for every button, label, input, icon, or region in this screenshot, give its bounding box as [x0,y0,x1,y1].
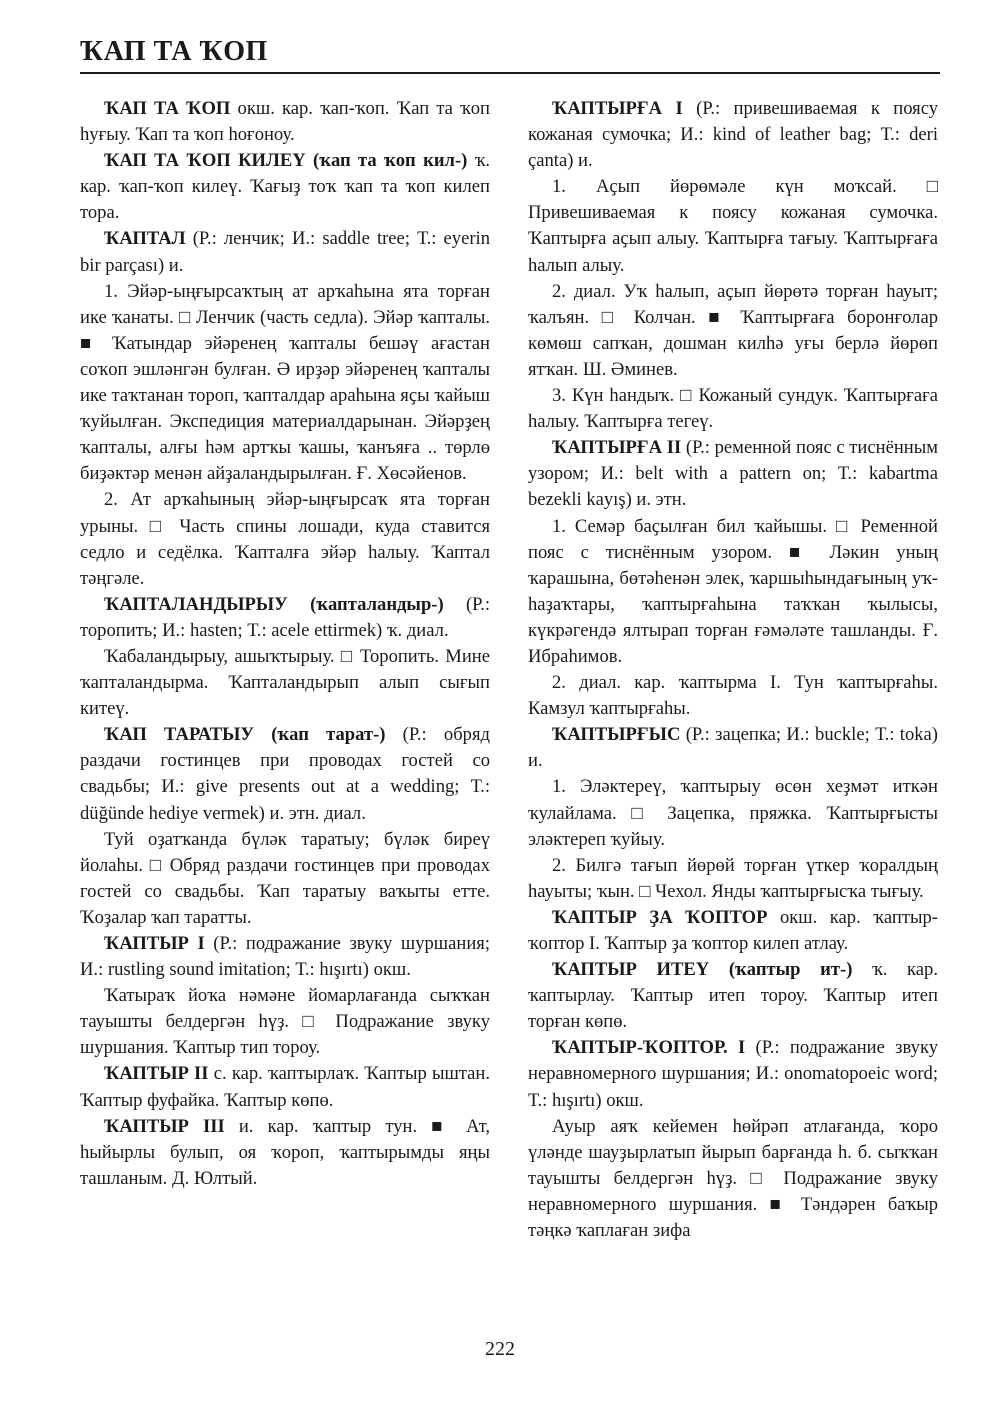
entry-text: 1. Аҫып йөрөмәле күн моҡсай. □ Привешиваемая к поясу кожаная сумочка. Ҡаптырға аҫып алыу. Ҡаптырға тағыу. Ҡаптырғаға һалып алыу. [528,176,938,276]
dictionary-entry [528,957,938,1035]
entry-sense [528,279,938,383]
entry-text: окш. кар. ҡаптыр-ҡоптор I. Ҡаптыр ҙа ҡоптор килеп атлау. [528,906,938,954]
entry-text: Ҡатыраҡ йоҡа нәмәне йомарлағанда сыҡҡан тауышты белдергән һүҙ. □ Подражание звуку шуршания. Ҡаптыр тип тороу. [80,985,490,1059]
entry-sense [80,983,490,1061]
entry-text: Ауыр аяҡ кейемен һөйрәп атлағанда, ҡоро үләнде шауҙырлатып йырып барғанда һ. б. сыҡҡан тауышты белдергән һүҙ. □ Подражание звуку неравномерного шуршания. ■ Тәндәрен баҡыр тәңкә ҡаплаған зифа [528,1115,938,1242]
entry-text: (Р.: обряд раздачи гостинцев при проводах гостей со свадьбы; И.: give presents out at a wedding; Т.: düğünde hediye vermek) и. этн. диал. [80,724,490,824]
entry-text: Ҡабаландырыу, ашыҡтырыу. □ Торопить. Мине ҡапталандырма. Ҡапталандырып алып сығып китеү. [80,645,490,720]
entry-headword: ҠАПТАЛ [104,228,186,250]
dictionary-entry [528,905,938,957]
entry-text: 2. диал. Уҡ һалып, аҫып йөрөтә торған һауыт; ҡалъян. □ Колчан. ■ Ҡаптырғаға боронғолар көмөш сапҡан, дошман килһә уғы берлә йөрөп ятҡан. Ш. Әминев. [528,280,938,380]
entry-text: (Р.: торопить; И.: hasten; Т.: acele ettirmek) ҡ. диал. [80,593,491,641]
entry-text: и. кар. ҡаптыр тун. ■ Ат, һыйырлы булып, оя ҡороп, ҡаптырымды яңы ташланым. Д. Юлтый. [80,1115,490,1189]
entry-headword: ҠАПТЫР I [104,933,205,954]
entry-text: (Р.: ременной пояс с тиснённым узором; И.: belt with a pattern on; Т.: kabartma bezekli kayış) и. этн. [528,437,938,511]
entry-text: 2. Билгә тағып йөрөй торған үткер ҡоралдың һауыты; ҡын. □ Чехол. Янды ҡаптырғысҡа тығыу. [528,854,938,902]
entry-headword: ҠАПТЫР-ҠОПТОР. I [552,1037,746,1059]
right-column [528,96,938,1244]
entry-text: (Р.: зацепка; И.: buckle; Т.: toka) и. [528,724,938,772]
entry-headword: ҠАПТАЛАНДЫРЫУ (ҡапталандыр-) [104,593,444,615]
entry-text: 2. диал. кар. ҡаптырма I. Тун ҡаптырғаһы. Камзул ҡаптырғаһы. [528,672,938,720]
entry-headword: ҠАПТЫРҒА II [552,437,682,459]
dictionary-entry [80,1114,490,1192]
entry-text: с. кар. ҡаптырлаҡ. Ҡаптыр ыштан. Ҡаптыр фуфайка. Ҡаптыр көпө. [80,1063,490,1111]
entry-headword: ҠАПТЫР II [104,1063,209,1085]
entry-sense [80,644,490,722]
entry-text: окш. кар. ҡап-ҡоп. Ҡап та ҡоп һуғыу. Ҡап та ҡоп һоғоноу. [80,98,490,146]
entry-headword: ҠАП ТА ҠОП [104,98,231,119]
entry-sense [528,774,938,852]
running-head: ҠАП ТА ҠОП [80,36,268,67]
entry-text: Туй оҙатҡанда бүләк таратыу; бүләк биреү йолаһы. □ Обряд раздачи гостинцев при проводах гостей со свадьбы. Ҡап таратыу ваҡыты етте. Ҡоҙалар ҡап таратты. [80,828,490,928]
entry-text: 1. Эләктереү, ҡаптырыу өсөн хеҙмәт иткән ҡулайлама. □ Зацепка, пряжка. Ҡаптырғысты эләктереп ҡуйыу. [528,776,938,850]
entry-sense [528,853,938,905]
dictionary-entry [80,226,490,278]
entry-sense [80,827,490,931]
entry-text: 2. Ат арҡаһының эйәр-ыңғырсаҡ ята торған урыны. □ Часть спины лошади, куда ставится седло и седёлка. Ҡапталға эйәр һалыу. Ҡаптал тәңгәле. [80,489,490,589]
entry-headword: ҠАП ТАРАТЫУ (ҡап тарат-) [104,724,386,746]
dictionary-entry [80,722,490,826]
entry-sense [528,670,938,722]
dictionary-entry [528,435,938,513]
entry-sense [80,279,490,488]
entry-headword: ҠАПТЫР III [104,1115,225,1137]
left-column [80,96,490,1192]
entry-text: (Р.: подражание звуку шуршания; И.: rustling sound imitation; Т.: hışırtı) окш. [80,933,490,981]
entry-sense [80,487,490,591]
entry-headword: ҠАПТЫРҒЫС [552,724,681,746]
dictionary-entry [80,96,490,148]
dictionary-entry [80,148,490,226]
dictionary-entry [80,1061,490,1113]
dictionary-entry [528,96,938,174]
entry-text: (Р.: привешиваемая к поясу кожаная сумочка; И.: kind of leather bag; Т.: deri çanta) и. [528,98,938,172]
entry-text: ҡ. кар. ҡаптырлау. Ҡаптыр итеп тороу. Ҡаптыр итеп торған көпө. [528,959,938,1033]
entry-sense [528,383,938,435]
dictionary-entry [80,931,490,983]
page-number: 222 [485,1338,515,1360]
dictionary-entry [80,592,490,644]
entry-headword: ҠАПТЫР ҘА ҠОПТОР [552,906,768,928]
entry-headword: ҠАПТЫР ИТЕҮ (ҡаптыр ит-) [552,959,853,981]
entry-text: 1. Семәр баҫылған бил ҡайышы. □ Ременной пояс с тиснённым узором. ■ Ләкин уның ҡарашына, бөтәһенән элек, ҡаршыһындағының уҡ-һаҙаҡтары, ҡаптырғаһына таҡҡан ҡылысы, күкрәгендә ялтырап торған ғәмәләте ташланды. Ғ. Ибраһимов. [528,515,938,667]
entry-text: (Р.: подражание звуку неравномерного шуршания; И.: onomatopoeic word; Т.: hışırtı) окш. [528,1037,939,1111]
entry-text: ҡ. кар. ҡап-ҡоп килеү. Ҡағыҙ тоҡ ҡап та ҡоп килеп тора. [80,150,491,224]
entry-text: 3. Күн һандыҡ. □ Кожаный сундук. Ҡаптырғаға һалыу. Ҡаптырға тегеү. [528,385,938,433]
header-rule [80,72,940,74]
entry-headword: ҠАПТЫРҒА I [552,98,683,119]
entry-text: (Р.: ленчик; И.: saddle tree; Т.: eyerin bir parçası) и. [80,228,490,276]
entry-headword: ҠАП ТА ҠОП КИЛЕҮ (ҡап та ҡоп кил-) [104,150,468,172]
dictionary-entry [528,1035,938,1113]
dictionary-entry [528,722,938,774]
entry-sense [528,1114,938,1244]
entry-sense [528,174,938,278]
entry-sense [528,514,938,671]
entry-text: 1. Эйәр-ыңғырсаҡтың ат арҡаһына ята торған ике ҡанаты. □ Ленчик (часть седла). Эйәр ҡапталы. ■ Ҡатындар эйәренең ҡапталы бешәү ағастан соҡоп эшләнгән булған. Ә ирҙәр эйәренең ҡапталы ике таҡтанан тороп, ҡапталдар араһына яҫы ҡайыш ҡуйылған. Экспедиция материалдарынан. Эйәрҙең ҡапталы, алғы һәм артҡы ҡашы, ҡанъяға .. төрлө биҙәктәр менән айҙаландырылған. Ғ. Хөсәйенов. [80,280,490,485]
